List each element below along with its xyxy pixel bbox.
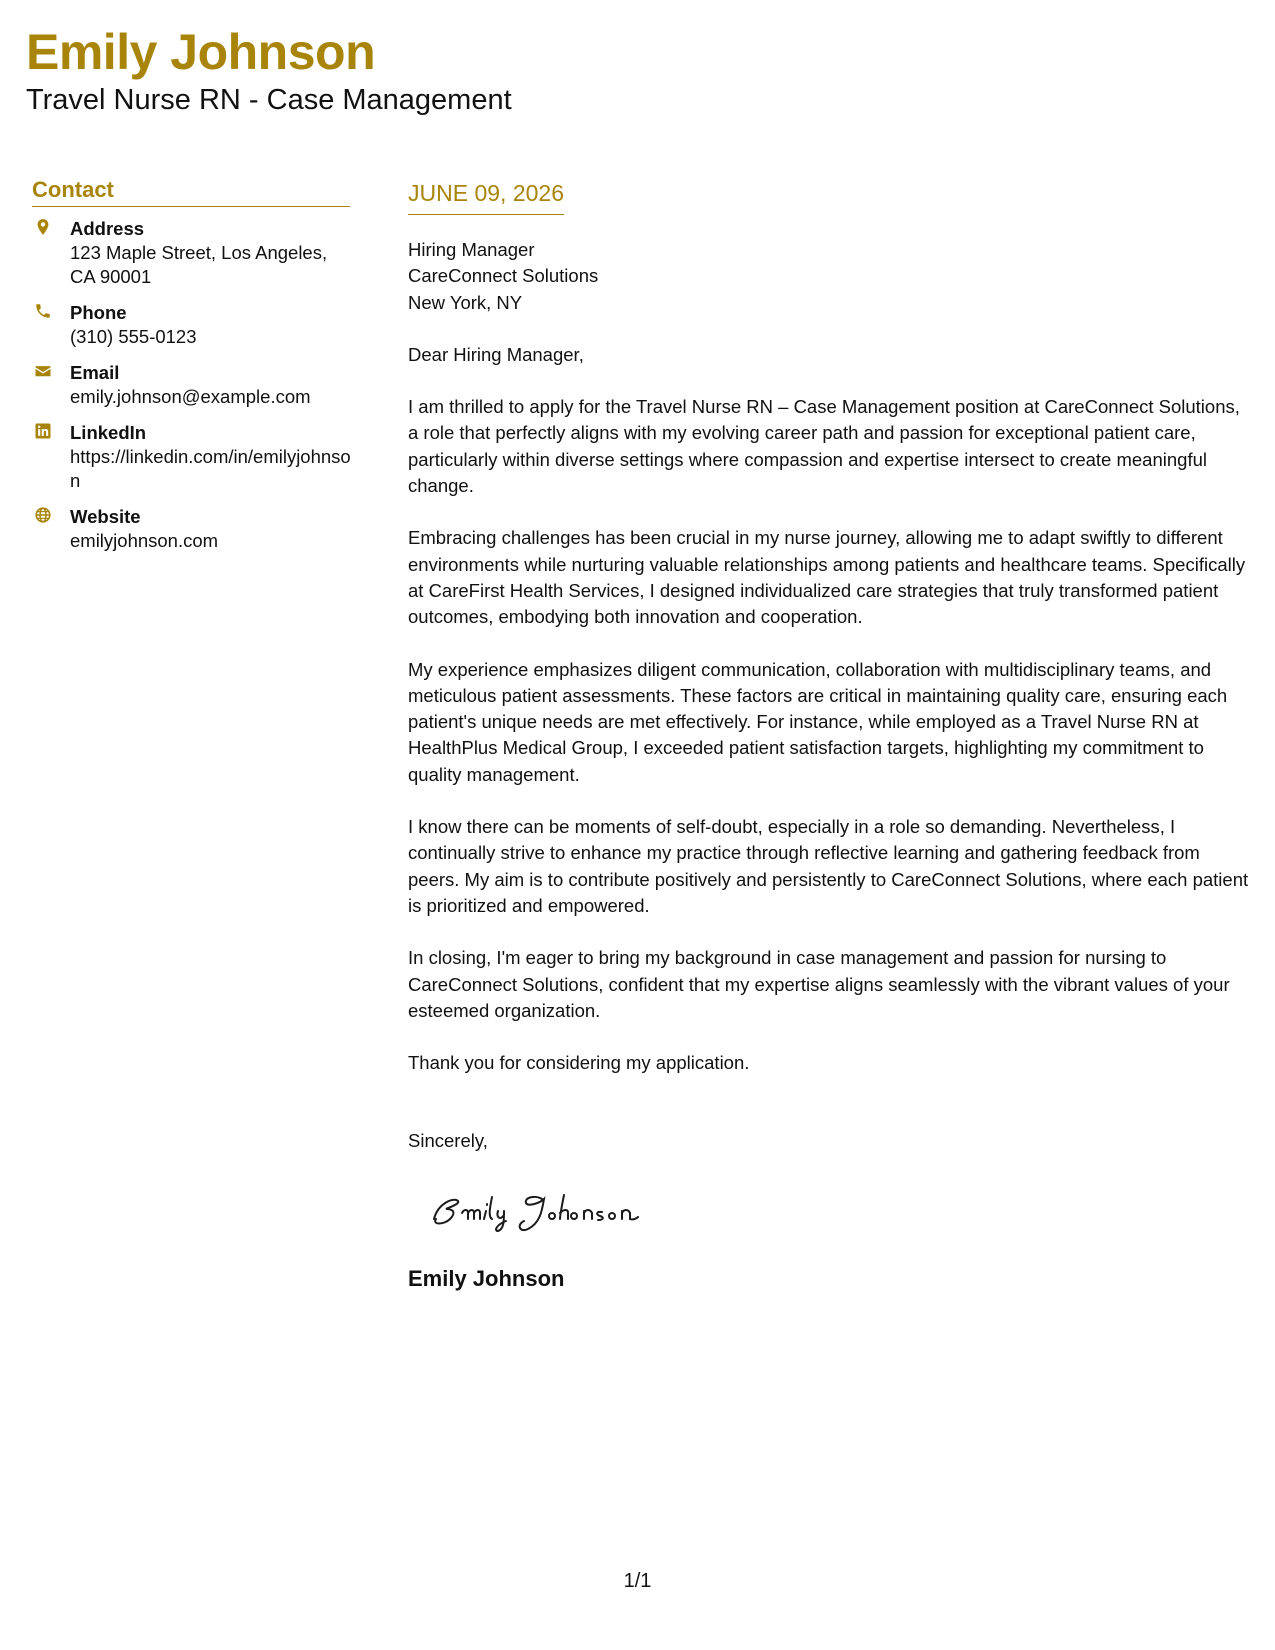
contact-address-value: 123 Maple Street, Los Angeles, CA 90001 (70, 242, 328, 287)
contact-phone-label: Phone (70, 302, 127, 323)
contact-heading: Contact (32, 176, 350, 207)
contact-email-value[interactable]: emily.johnson@example.com (70, 386, 311, 407)
contact-sidebar (32, 176, 352, 565)
contact-linkedin-value[interactable]: https://linkedin.com/in/emilyjohnson (70, 446, 351, 491)
recipient-line: CareConnect Solutions (408, 265, 599, 287)
globe-icon (34, 506, 52, 524)
phone-icon (34, 302, 52, 320)
recipient-block (408, 237, 1250, 316)
contact-email (32, 361, 352, 409)
body-paragraph: I know there can be moments of self-doubt, especially in a role so demanding. Nevertheless, I continually strive to enhance my practice through reflective learning and gathering feedback from peers. My aim is to contribute positively and persistently to CareConnect Solutions, where each patient is prioritized and empowered. (408, 816, 1249, 916)
applicant-job-title: Travel Nurse RN - Case Management (26, 84, 512, 116)
body-paragraph: My experience emphasizes diligent communication, collaboration with multidisciplinary teams, and meticulous patient assessments. These factors are critical in maintaining quality care, ensuring each patient's unique needs are met effectively. For instance, while employed as a Travel Nurse RN at HealthPlus Medical Group, I exceeded patient satisfaction targets, highlighting my commitment to quality management. (408, 658, 1228, 785)
contact-phone-value: (310) 555-0123 (70, 326, 197, 347)
body-paragraph: I am thrilled to apply for the Travel Nurse RN – Case Management position at CareConnect Solutions, a role that perfectly aligns with my evolving career path and passion for exceptional patient care, particularly within diverse settings where compassion and expertise intersect to create meaningful change. (408, 396, 1240, 497)
letter-date: JUNE 09, 2026 (408, 178, 564, 215)
linkedin-icon (34, 422, 52, 440)
handwritten-signature (424, 1179, 664, 1239)
contact-linkedin (32, 421, 352, 493)
contact-address (32, 217, 352, 289)
recipient-line: Hiring Manager (408, 239, 535, 260)
contact-phone (32, 301, 352, 349)
salutation: Dear Hiring Manager, (408, 343, 584, 365)
letter-body (408, 178, 1250, 1293)
signed-name: Emily Johnson (408, 1265, 565, 1291)
contact-website-label: Website (70, 506, 141, 527)
contact-linkedin-label: LinkedIn (70, 422, 147, 443)
body-paragraph: In closing, I'm eager to bring my background in case management and passion for nursing to CareConnect Solutions, confident that my expertise aligns seamlessly with the vibrant values of your esteemed organization. (408, 947, 1230, 1021)
map-pin-icon (34, 218, 52, 236)
contact-address-label: Address (70, 218, 145, 239)
body-paragraph: Thank you for considering my application. (408, 1052, 750, 1074)
closing: Sincerely, (408, 1130, 488, 1152)
body-paragraph: Embracing challenges has been crucial in my nurse journey, allowing me to adapt swiftly to different environments while nurturing valuable relationships among patients and healthcare teams. Specifically at CareFirst Health Services, I designed individualized care strategies that truly transformed patient outcomes, embodying both innovation and cooperation. (408, 527, 1246, 628)
recipient-line: New York, NY (408, 291, 523, 313)
contact-email-label: Email (70, 362, 120, 383)
applicant-name: Emily Johnson (26, 24, 376, 80)
letter-header (26, 22, 1226, 118)
page-number: 1/1 (623, 1570, 652, 1592)
contact-website-value[interactable]: emilyjohnson.com (70, 530, 219, 551)
envelope-icon (34, 362, 52, 380)
contact-website (32, 505, 352, 553)
